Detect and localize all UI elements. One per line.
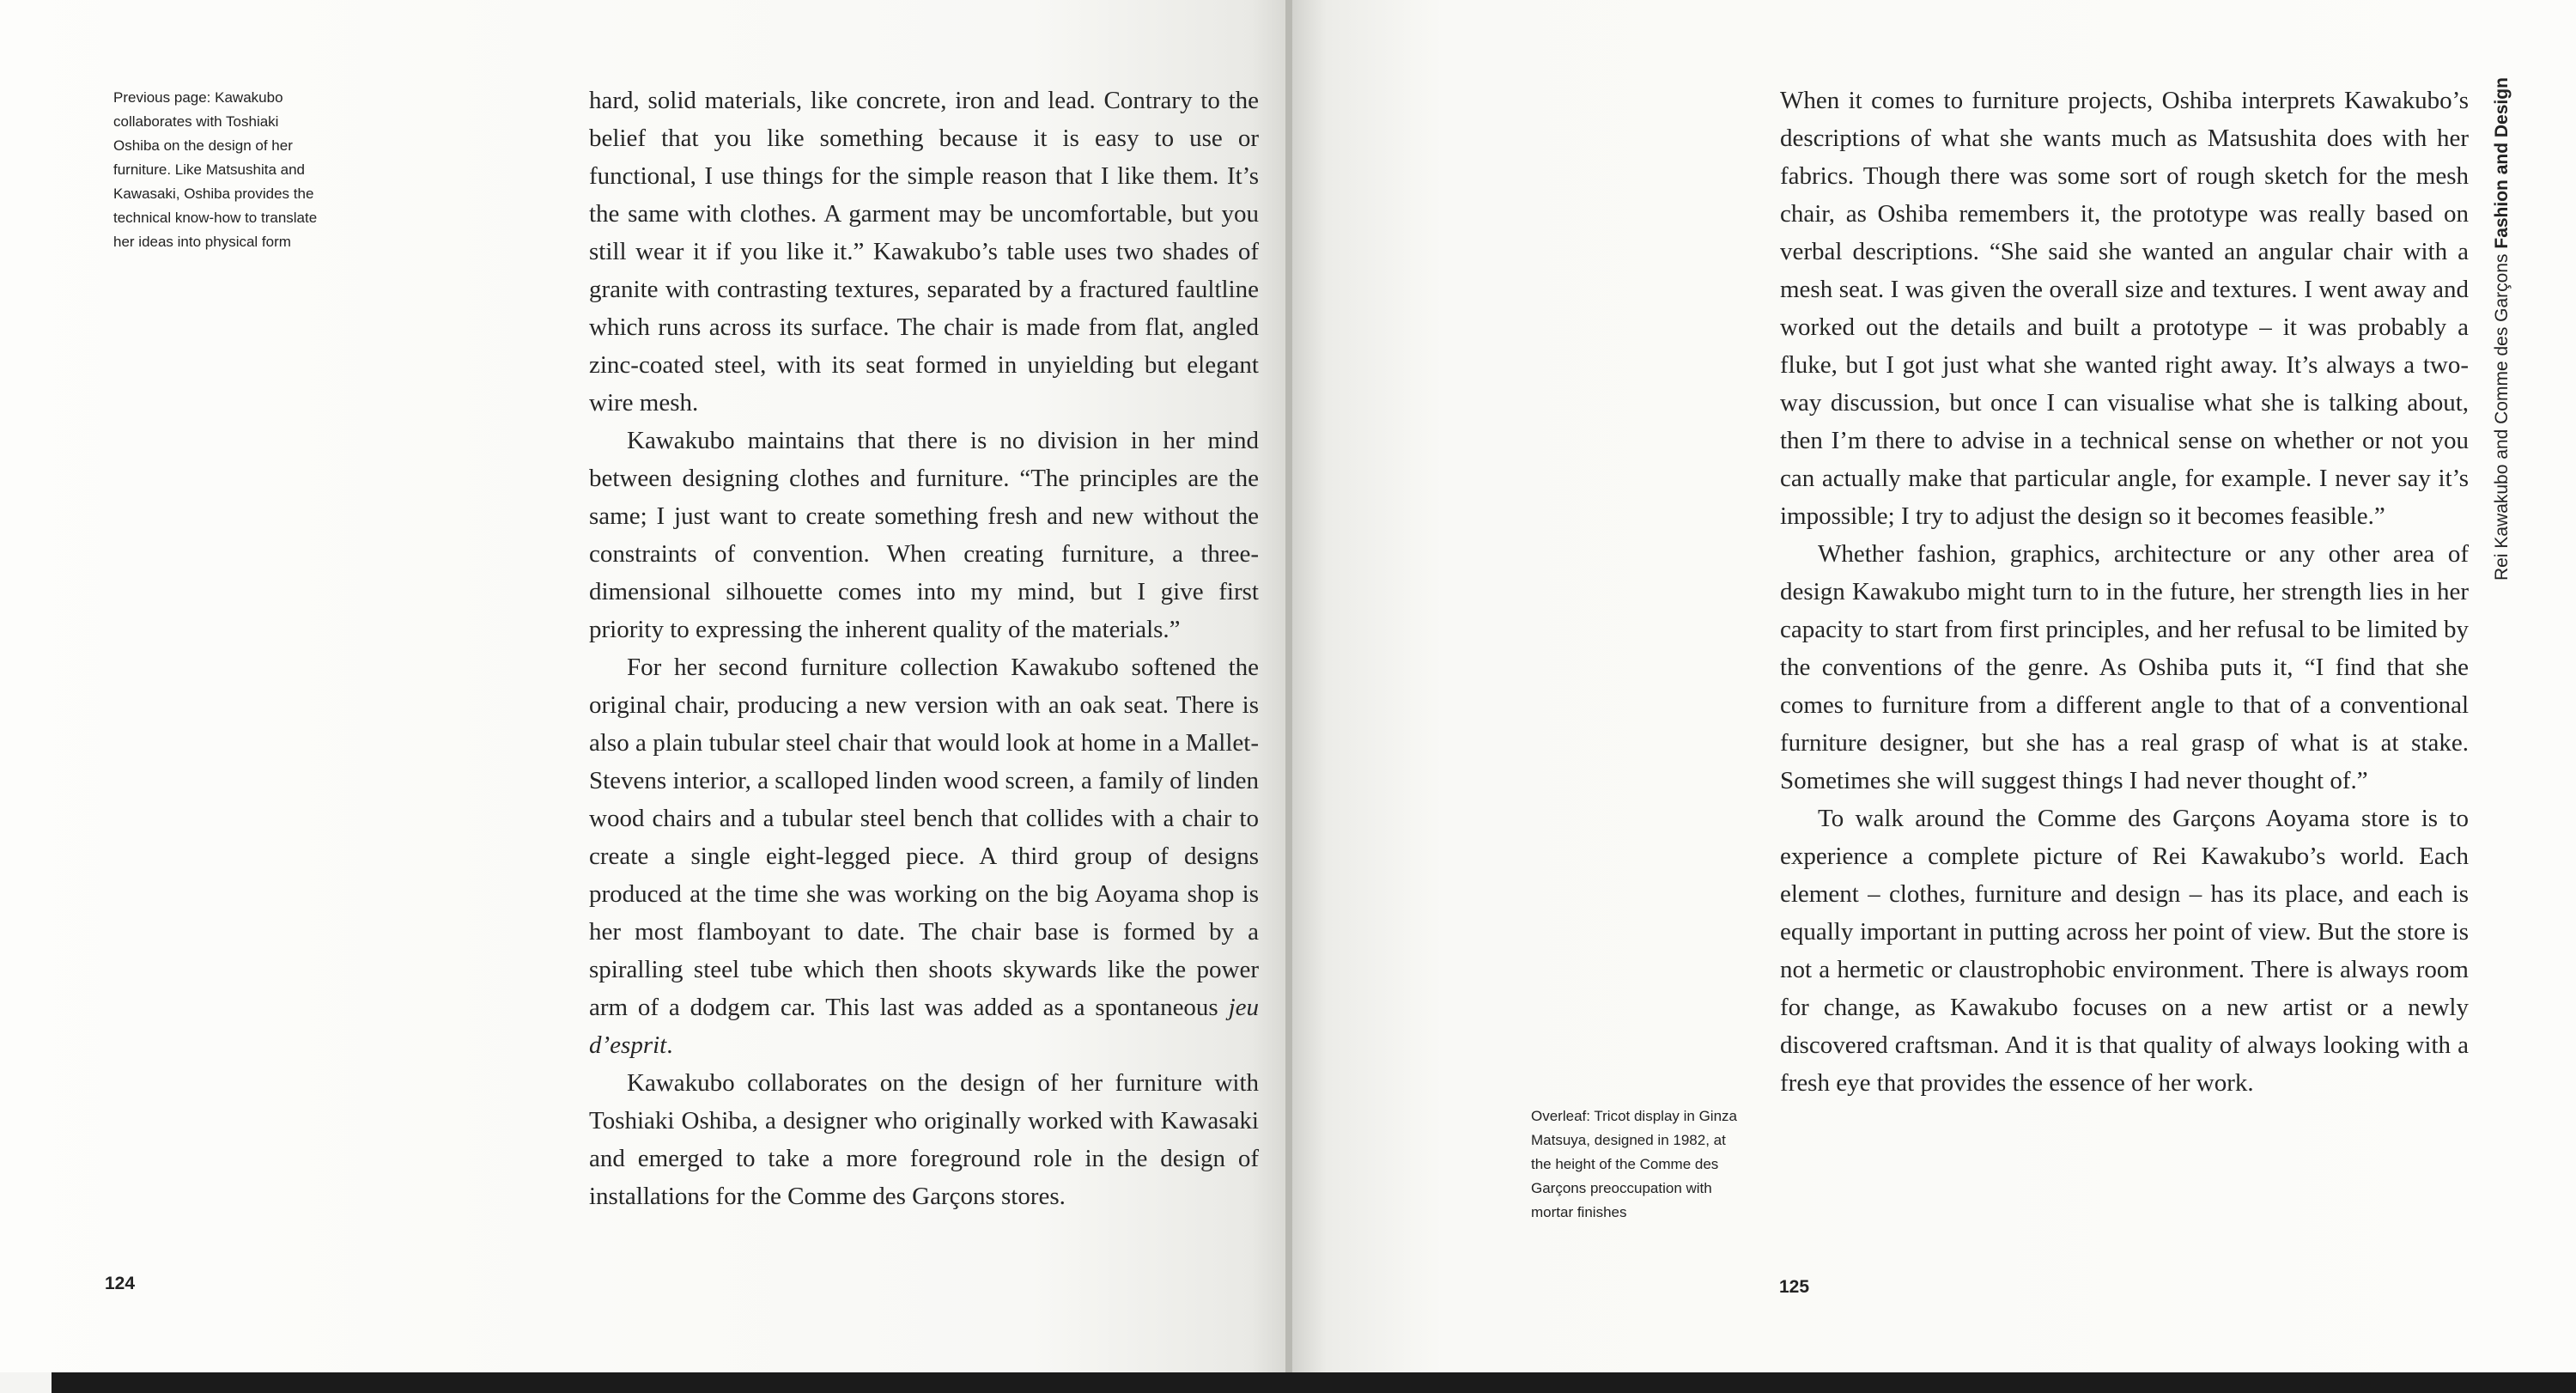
page-number-left: 124 — [105, 1274, 136, 1293]
running-head-section: Fashion and Design — [2492, 77, 2512, 249]
left-body-text — [589, 82, 1259, 1215]
paragraph — [589, 648, 1259, 1064]
phrase-end: . — [666, 1031, 673, 1059]
running-head — [2490, 77, 2514, 581]
paragraph: When it comes to furniture projects, Oshiba interprets Kawakubo’s descriptions of what she wants much as Matsushita does with her fabrics. Though there was some sort of rough sketch for the mesh chair, as Oshiba remembers it, the prototype was really based on verbal descriptions. “She said she wanted an angular chair with a mesh seat. I was given the overall size and textures. I went away and worked out the details and built a prototype – it was probably a fluke, but I got just what she wanted right away. It’s always a two-way discussion, but once I can visualise what she is talking about, then I’m there to advise in a technical sense on whether or not you can actually make that particular angle, for example. I never say it’s impossible; I try to adjust the design so it becomes feasible.” — [1780, 87, 2469, 530]
caption-overleaf: Overleaf: Tricot display in Ginza Matsuya, designed in 1982, at the height of the Comme des Garçons preoccupation with mortar finishes — [1531, 1108, 1737, 1220]
page-number-right: 125 — [1779, 1277, 1810, 1297]
paragraph: Whether fashion, graphics, architecture or any other area of design Kawakubo might turn to in the future, her strength lies in her capacity to start from first principles, and her refusal to be limited by the conventions of the genre. As Oshiba puts it, “I find that she comes to furniture from a different angle to that of a conventional furniture designer, but she has a real grasp of what is at stake. Sometimes she will suggest things I had never thought of.” — [1780, 540, 2469, 794]
right-body-text — [1780, 82, 2469, 1102]
italic-phrase: jeu d’esprit — [589, 994, 1259, 1059]
paragraph: hard, solid materials, like concrete, iron and lead. Contrary to the belief that you like something because it is easy to use or functional, I use things for the simple reason that I like them. It’s the same with clothes. A garment may be uncomfortable, but you still wear it if you like it.” Kawakubo’s table uses two shades of granite with contrasting textures, separated by a fractured faultline which runs across its surface. The chair is made from flat, angled zinc-coated steel, with its seat formed in unyielding but elegant wire mesh. — [589, 87, 1259, 417]
caption-previous-page: Previous page: Kawakubo collaborates with Toshiaki Oshiba on the design of her furniture. Like Matsushita and Kawasaki, Oshiba provides the technical know-how to translate her ideas into physical form — [113, 89, 318, 250]
running-head-title: Rei Kawakubo and Comme des Garçons — [2492, 253, 2512, 581]
paragraph: Kawakubo collaborates on the design of her furniture with Toshiaki Oshiba, a designer who originally worked with Kawasaki and emerged to take a more foreground role in the design of installations for the Comme des Garçons stores. — [589, 1069, 1259, 1210]
paragraph-text: For her second furniture collection Kawakubo softened the original chair, producing a new version with an oak seat. There is also a plain tubular steel chair that would look at home in a Mallet-Stevens interior, a scalloped linden wood screen, a family of linden wood chairs and a tubular steel bench that collides with a chair to create a single eight-legged piece. A third group of designs produced at the time she was working on the big Aoyama shop is her most flamboyant to date. The chair base is formed by a spiralling steel tube which then shoots skywards like the power arm of a dodgem car. This last was added as a spontaneous — [589, 654, 1259, 1021]
paragraph: To walk around the Comme des Garçons Aoyama store is to experience a complete picture of Rei Kawakubo’s world. Each element – clothes, furniture and design – has its place, and each is equally important in putting across her point of view. But the store is not a hermetic or claustrophobic environment. There is always room for change, as Kawakubo focuses on a new artist or a newly discovered craftsman. And it is that quality of always looking with a fresh eye that provides the essence of her work. — [1780, 805, 2469, 1097]
book-gutter — [1285, 0, 1292, 1374]
running-head-text — [2490, 77, 2514, 581]
paragraph: Kawakubo maintains that there is no division in her mind between designing clothes and furniture. “The principles are the same; I just want to create something fresh and new without the constraints of convention. When creating furniture, a three-dimensional silhouette comes into my mind, but I give first priority to expressing the inherent quality of the materials.” — [589, 427, 1259, 643]
page-bottom-edge — [0, 1372, 2576, 1393]
